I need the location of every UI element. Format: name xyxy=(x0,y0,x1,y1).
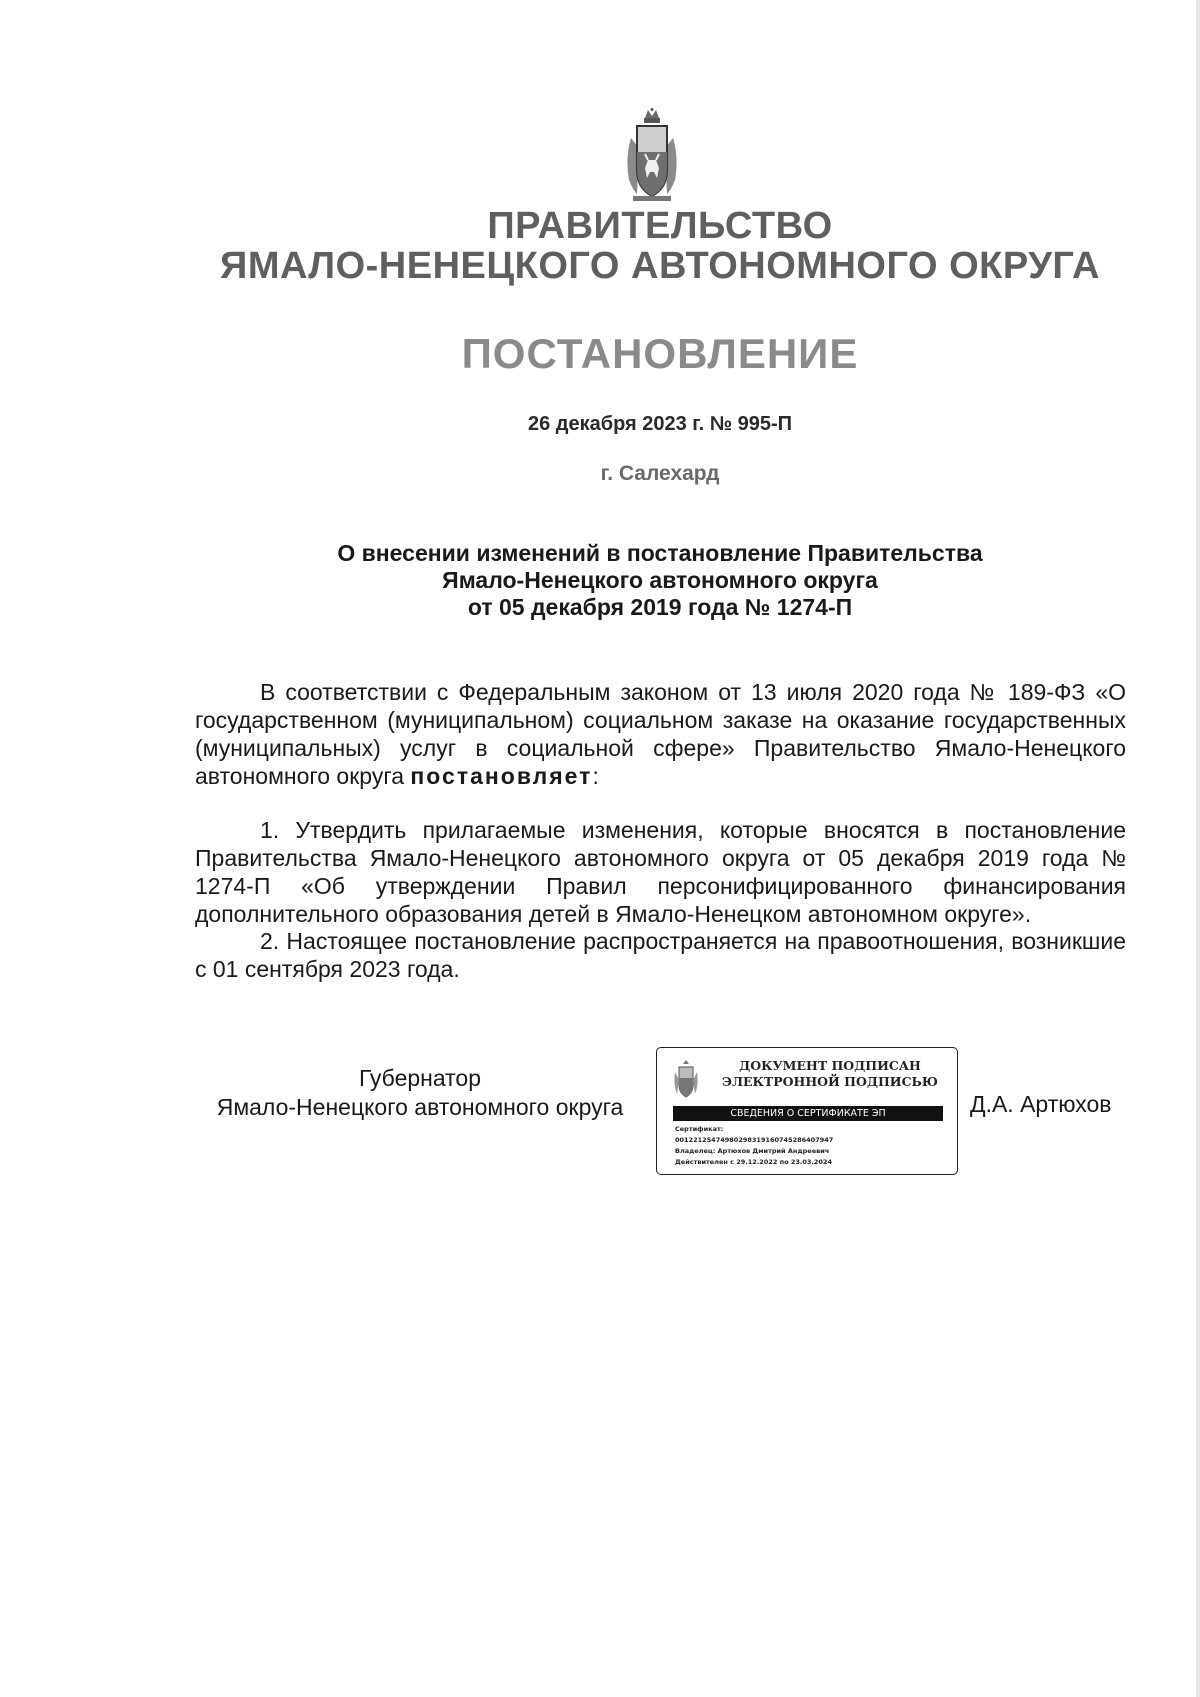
document-city: г. Салехард xyxy=(600,462,720,485)
stamp-cert-label: Сертификат: xyxy=(675,1125,724,1133)
electronic-signature-stamp xyxy=(656,1047,958,1175)
signer-name: Д.А. Артюхов xyxy=(970,1091,1112,1117)
signer-position-line2: Ямало-Ненецкого автономного округа xyxy=(216,1094,624,1120)
subject-line1: О внесении изменений в постановление Правительства xyxy=(337,540,983,566)
signer-position xyxy=(195,1064,645,1122)
preamble-keyword: постановляет xyxy=(410,763,593,789)
preamble-paragraph xyxy=(195,678,1126,790)
stamp-certificate-bar: СВЕДЕНИЯ О СЕРТИФИКАТЕ ЭП xyxy=(673,1106,943,1121)
coat-of-arms-emblem xyxy=(623,108,681,204)
stamp-cert-value: 00122125474980298319160745286407947 xyxy=(675,1136,834,1144)
stamp-owner: Владелец: Артюхов Дмитрий Андреевич xyxy=(675,1147,830,1155)
document-subject xyxy=(0,540,1200,621)
item-2-text: 2. Настоящее постановление распространяется на правоотношения, возникшие с 01 сентября 2023 года. xyxy=(195,928,1126,982)
item-1-text: 1. Утвердить прилагаемые изменения, которые вносятся в постановление Правительства Ямало-Ненецкого автономного округа от 05 декабря 2019 года № 1274-П «Об утверждении Правил персонифицированного финансирования дополнительного образования детей в Ямало-Ненецком автономном округе». xyxy=(195,817,1126,927)
preamble-colon: : xyxy=(592,763,599,789)
signer-position-line1: Губернатор xyxy=(358,1065,482,1091)
stamp-validity: Действителен с 29.12.2022 по 23.03.2024 xyxy=(675,1158,832,1166)
subject-line3: от 05 декабря 2019 года № 1274-П xyxy=(467,594,853,620)
stamp-emblem-icon xyxy=(673,1060,699,1100)
preamble-text: В соответствии с Федеральным законом от 13 июля 2020 года № 189-ФЗ «О государственном (муниципальном) социальном заказе на оказание государственных (муниципальных) услуг в социальной сфере» Правительство Ямало-Ненецкого автономного округа xyxy=(195,679,1126,789)
document-date-number: 26 декабря 2023 г. № 995-П xyxy=(527,413,793,435)
government-title-line1: ПРАВИТЕЛЬСТВО xyxy=(487,205,833,247)
stamp-heading-line2: ЭЛЕКТРОННОЙ ПОДПИСЬЮ xyxy=(722,1074,938,1089)
stamp-certificate-info xyxy=(675,1124,945,1168)
item-1-paragraph xyxy=(195,816,1126,928)
subject-line2: Ямало-Ненецкого автономного округа xyxy=(442,567,878,593)
item-2-paragraph xyxy=(195,927,1126,983)
document-type: ПОСТАНОВЛЕНИЕ xyxy=(461,330,859,377)
government-title-line2: ЯМАЛО-НЕНЕЦКОГО АВТОНОМНОГО ОКРУГА xyxy=(220,245,1100,287)
stamp-heading xyxy=(715,1058,945,1090)
stamp-heading-line1: ДОКУМЕНТ ПОДПИСАН xyxy=(739,1058,921,1073)
